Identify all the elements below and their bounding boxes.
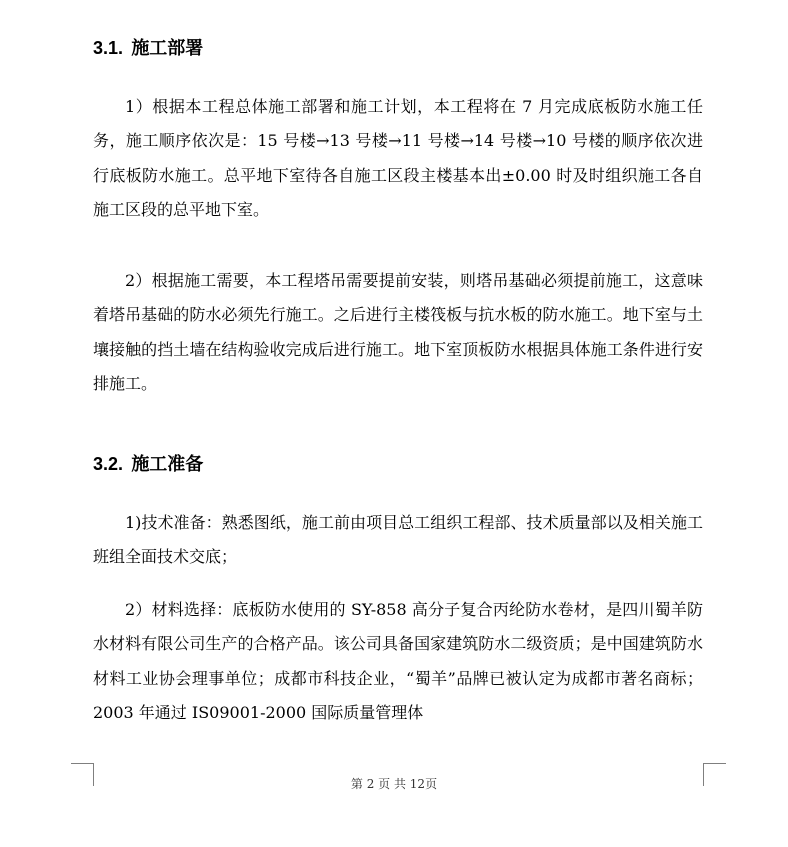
paragraph: 2）根据施工需要，本工程塔吊需要提前安装，则塔吊基础必须提前施工，这意味着塔吊基础的防水必须先行施工。之后进行主楼筏板与抗水板的防水施工。地下室与土壤接触的挡土墙在结构验收完成后进行施工。地下室顶板防水根据具体施工条件进行安排施工。 <box>93 271 703 394</box>
paragraph: 1）根据本工程总体施工部署和施工计划，本工程将在 7 月完成底板防水施工任务，施工顺序依次是：15 号楼→13 号楼→11 号楼→14 号楼→10 号楼的顺序依次进行底板防水施工。总平地下室待各自施工区段主楼基本出±0.00 时及时组织施工各自施工区段的总平地下室。 <box>93 97 703 220</box>
section-title: 施工部署 <box>131 38 204 59</box>
paragraph: 1)技术准备：熟悉图纸，施工前由项目总工组织工程部、技术质量部以及相关施工班组全面技术交底； <box>93 513 703 567</box>
section-title: 施工准备 <box>131 454 204 475</box>
section-heading-3-1 <box>93 36 203 61</box>
section-heading-3-2 <box>93 452 203 477</box>
section-number: 3.1. <box>93 38 124 58</box>
section-number: 3.2. <box>93 454 124 474</box>
paragraph: 2）材料选择：底板防水使用的 SY-858 高分子复合丙纶防水卷材，是四川蜀羊防水材料有限公司生产的合格产品。该公司具备国家建筑防水二级资质；是中国建筑防水材料工业协会理事单位；成都市科技企业，“蜀羊”品牌已被认定为成都市著名商标；2003 年通过 IS09001-2000 国际质量管理体 <box>93 600 703 723</box>
page-footer: 第 2 页 共 12页 <box>350 777 438 791</box>
